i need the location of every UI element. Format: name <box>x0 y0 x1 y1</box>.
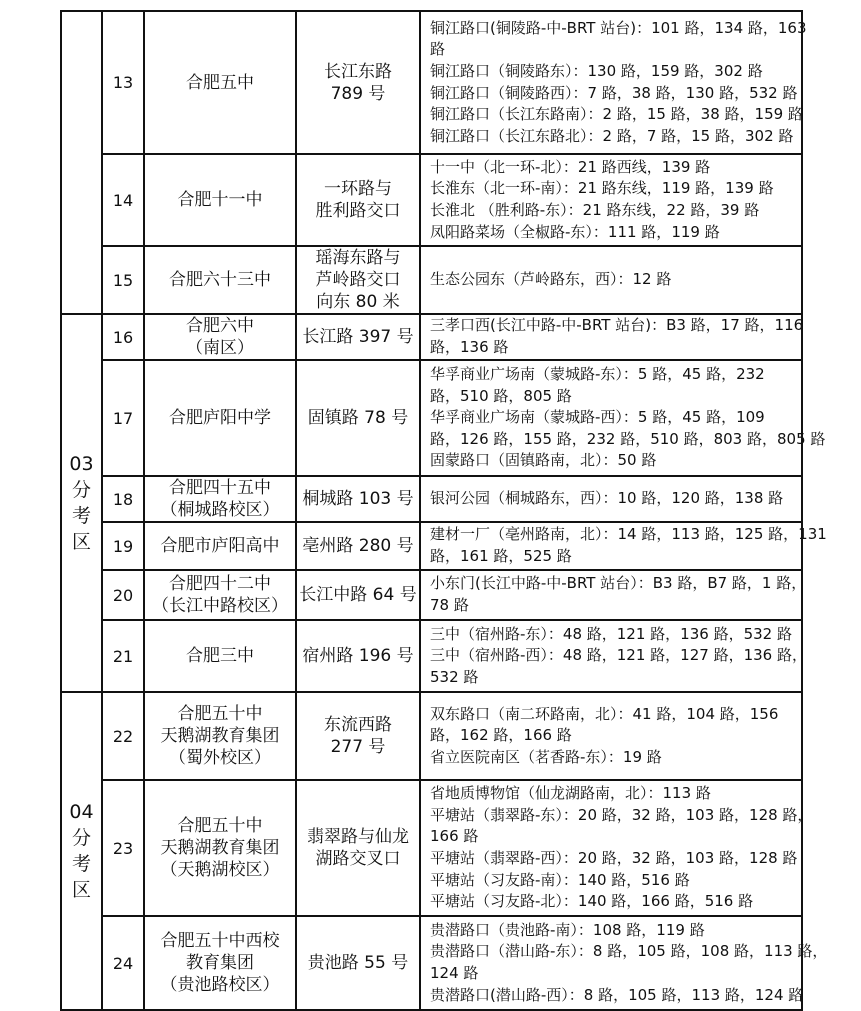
zone-cell <box>61 692 102 1010</box>
address-line: 贵池路 55 号 <box>307 953 409 973</box>
zone-label <box>62 451 101 555</box>
school-name-line: 合肥三中 <box>186 646 254 666</box>
bus-route-line: 凤阳路菜场（全椒路-东）：111 路，119 路 <box>430 222 720 241</box>
address-line: 一环路与 <box>324 179 392 199</box>
school-name-line: （长江中路校区） <box>152 596 288 616</box>
address-line: 宿州路 196 号 <box>302 646 414 666</box>
school-name-line: （天鹅湖校区） <box>160 860 280 880</box>
school-name-cell <box>144 360 296 476</box>
address-line: 桐城路 103 号 <box>302 489 414 509</box>
bus-route-line: 长淮北 （胜利路-东）：21 路东线，22 路，39 路 <box>430 201 760 219</box>
bus-route-line: 124 路 <box>430 964 479 982</box>
row-number: 22 <box>102 692 144 780</box>
zone-label-part: 区 <box>71 531 91 553</box>
school-name-line: （贵池路校区） <box>160 975 280 995</box>
bus-route-line: 生态公园东（芦岭路东，西）：12 路 <box>430 270 672 289</box>
zone-label-part: 03 <box>69 453 94 475</box>
bus-route-line: 路，162 路，166 路 <box>430 726 572 745</box>
bus-route-line: 路，161 路，525 路 <box>430 547 572 565</box>
zone-label-part: 04 <box>69 801 94 823</box>
row-number: 24 <box>102 916 144 1010</box>
school-name-cell <box>144 916 296 1010</box>
address-cell <box>296 692 420 780</box>
school-name-line: （南区） <box>186 338 254 358</box>
zone-cell <box>61 314 102 692</box>
school-name-line: 合肥五十中 <box>177 704 263 724</box>
bus-route-line: 华孚商业广场南（蒙城路-东）：5 路，45 路，232 <box>430 365 765 384</box>
school-name-line: （桐城路校区） <box>160 500 280 520</box>
bus-route-line: 建材一厂（亳州路南，北）：14 路，113 路，125 路，131 <box>430 525 827 544</box>
bus-route-line: 省地质博物馆（仙龙湖路南，北）：113 路 <box>430 784 711 803</box>
school-name-line: 天鹅湖教育集团 <box>160 726 280 746</box>
address-cell <box>296 570 420 620</box>
bus-route-line: 贵潜路口（贵池路-南）：108 路，119 路 <box>430 920 705 939</box>
school-name-line: 合肥四十二中 <box>169 574 271 594</box>
address-line: 固镇路 78 号 <box>307 408 409 428</box>
bus-routes-cell <box>420 522 827 570</box>
table-row <box>61 11 802 154</box>
bus-route-line: 三中（宿州路-西）：48 路，121 路，127 路，136 路， <box>430 646 807 665</box>
school-name-line: 合肥五十中西校 <box>160 931 280 951</box>
row-number: 17 <box>102 360 144 476</box>
school-name-line: （蜀外校区） <box>169 748 271 768</box>
address-cell <box>296 154 420 246</box>
bus-route-line: 银河公园（桐城路东，西）：10 路，120 路，138 路 <box>430 489 784 508</box>
row-number: 14 <box>102 154 144 246</box>
bus-route-line: 平塘站（翡翠路-东）：20 路，32 路，103 路，128 路， <box>430 805 813 824</box>
bus-route-line: 平塘站（翡翠路-西）：20 路，32 路，103 路，128 路 <box>430 849 798 867</box>
school-name-cell <box>144 154 296 246</box>
bus-route-line: 三中（宿州路-东）：48 路，121 路，136 路，532 路 <box>430 624 792 643</box>
row-number: 20 <box>102 570 144 620</box>
row-number: 19 <box>102 522 144 570</box>
bus-route-line: 路 <box>430 40 446 59</box>
bus-routes-cell <box>420 692 802 780</box>
school-name-line: 合肥十一中 <box>177 190 263 210</box>
address-cell <box>296 620 420 692</box>
address-line: 长江东路 <box>324 61 392 82</box>
table-row <box>61 522 802 570</box>
zone-label-part: 考 <box>71 853 91 875</box>
zone-label <box>62 799 101 903</box>
address-line: 长江路 397 号 <box>302 327 414 347</box>
bus-route-line: 铜江路口（长江东路北）：2 路，7 路，15 路，302 路 <box>430 126 794 145</box>
school-name-cell <box>144 476 296 522</box>
bus-route-line: 路，136 路 <box>430 338 509 356</box>
table-row <box>61 476 802 522</box>
table-row <box>61 916 802 1010</box>
address-line: 翡翠路与仙龙 <box>307 827 409 847</box>
address-line: 芦岭路交口 <box>315 270 401 290</box>
zone-cell <box>61 11 102 314</box>
table-row <box>61 780 802 916</box>
school-name-cell <box>144 620 296 692</box>
school-name-line: 合肥四十五中 <box>169 478 271 498</box>
school-name-cell <box>144 692 296 780</box>
table-row <box>61 360 802 476</box>
row-number: 15 <box>102 246 144 314</box>
bus-route-line: 铜江路口(铜陵路-中-BRT 站台)：101 路，134 路，163 <box>430 18 807 37</box>
zone-label-part: 考 <box>71 505 91 527</box>
bus-routes-cell <box>420 570 807 620</box>
school-name-line: 合肥庐阳中学 <box>169 408 271 428</box>
bus-routes-cell <box>420 780 813 916</box>
bus-routes-cell <box>420 11 807 154</box>
address-line: 亳州路 280 号 <box>302 536 414 556</box>
bus-routes-cell <box>420 916 828 1010</box>
bus-routes-cell <box>420 360 826 476</box>
zone-label-part: 区 <box>71 879 91 901</box>
bus-route-line: 长淮东（北一环-南）：21 路东线，119 路，139 路 <box>430 179 774 198</box>
bus-route-line: 铜江路口（铜陵路西）：7 路，38 路，130 路，532 路 <box>430 83 798 102</box>
bus-routes-cell <box>420 620 807 692</box>
zone-label-part: 分 <box>71 827 91 849</box>
bus-routes-cell <box>420 476 802 522</box>
school-name-line: 合肥六十三中 <box>169 270 271 290</box>
address-cell <box>296 11 420 154</box>
bus-route-line: 贵潜路口（潜山路-东）：8 路，105 路，108 路，113 路， <box>430 942 828 961</box>
bus-route-line: 铜江路口（铜陵路东）：130 路，159 路，302 路 <box>430 61 763 80</box>
row-number: 13 <box>102 11 144 154</box>
table-row <box>61 620 802 692</box>
address-cell <box>296 360 420 476</box>
bus-route-line: 贵潜路口(潜山路-西）：8 路，105 路，113 路，124 路 <box>430 985 804 1004</box>
school-name-line: 合肥市庐阳高中 <box>160 536 280 556</box>
school-name-cell <box>144 780 296 916</box>
bus-route-line: 平塘站（习友路-北）：140 路，166 路，516 路 <box>430 892 754 911</box>
exam-site-bus-table <box>60 10 828 1011</box>
bus-route-line: 532 路 <box>430 667 479 686</box>
address-cell <box>296 476 420 522</box>
address-line: 瑶海东路与 <box>315 248 401 268</box>
address-cell <box>296 916 420 1010</box>
bus-route-line: 十一中（北一环-北）：21 路西线，139 路 <box>430 157 711 176</box>
bus-route-line: 78 路 <box>430 596 469 614</box>
table-row <box>61 154 802 246</box>
address-cell <box>296 246 420 314</box>
table-row <box>61 570 802 620</box>
bus-route-line: 路，510 路，805 路 <box>430 386 572 405</box>
school-name-line: 合肥五中 <box>186 72 254 93</box>
address-line: 789 号 <box>330 83 386 104</box>
bus-route-line: 华孚商业广场南（蒙城路-西）：5 路，45 路，109 <box>430 408 765 427</box>
school-name-cell <box>144 522 296 570</box>
address-line: 277 号 <box>330 737 386 757</box>
bus-route-line: 双东路口（南二环路南，北）：41 路，104 路，156 <box>430 704 779 723</box>
school-name-cell <box>144 570 296 620</box>
address-cell <box>296 780 420 916</box>
bus-route-line: 路，126 路，155 路，232 路，510 路，803 路，805 路 <box>430 429 826 448</box>
school-name-cell <box>144 246 296 314</box>
bus-routes-cell <box>420 246 802 314</box>
zone-label-part: 分 <box>71 479 91 501</box>
table-row <box>61 692 802 780</box>
address-line: 向东 80 米 <box>316 292 400 312</box>
school-name-line: 天鹅湖教育集团 <box>160 838 280 858</box>
school-name-line: 合肥六中 <box>186 316 254 336</box>
bus-route-line: 平塘站（习友路-南）：140 路，516 路 <box>430 870 690 889</box>
row-number: 21 <box>102 620 144 692</box>
bus-route-line: 固蒙路口（固镇路南，北）：50 路 <box>430 451 657 470</box>
school-name-cell <box>144 11 296 154</box>
address-line: 长江中路 64 号 <box>299 585 417 605</box>
address-line: 东流西路 <box>324 715 392 735</box>
row-number: 23 <box>102 780 144 916</box>
table-row <box>61 246 802 314</box>
school-name-line: 合肥五十中 <box>177 816 263 836</box>
table-row <box>61 314 802 360</box>
table-body <box>61 11 828 1010</box>
school-name-line: 教育集团 <box>186 953 254 973</box>
bus-route-line: 省立医院南区（茗香路-东）：19 路 <box>430 747 662 766</box>
bus-routes-cell <box>420 314 802 360</box>
address-line: 胜利路交口 <box>315 201 401 221</box>
row-number: 18 <box>102 476 144 522</box>
bus-route-line: 小东门(长江中路-中-BRT 站台）：B3 路，B7 路，1 路， <box>430 574 807 593</box>
school-name-cell <box>144 314 296 360</box>
address-cell <box>296 314 420 360</box>
row-number: 16 <box>102 314 144 360</box>
bus-routes-cell <box>420 154 802 246</box>
address-cell <box>296 522 420 570</box>
bus-route-line: 铜江路口（长江东路南）：2 路，15 路，38 路，159 路 <box>430 105 803 124</box>
bus-route-line: 166 路 <box>430 827 479 846</box>
bus-route-line: 三孝口西(长江中路-中-BRT 站台)：B3 路，17 路，116 <box>430 316 804 335</box>
address-line: 湖路交叉口 <box>315 849 401 869</box>
